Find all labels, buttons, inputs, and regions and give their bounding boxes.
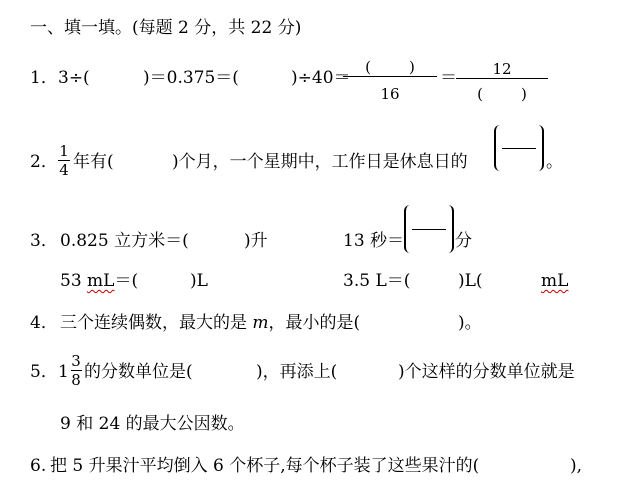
question-5-line2: 9 和 24 的最大公因数。: [60, 414, 245, 434]
question-2-fraction: [57, 142, 71, 179]
question-6-number: 6.: [30, 456, 47, 476]
question-6-text-b: ),: [570, 456, 583, 476]
question-6-text-a: 把 5 升果汁平均倒入 6 个杯子,每个杯子装了这些果汁的(: [50, 456, 480, 476]
question-2-text-end: 。: [546, 152, 563, 172]
question-5-fraction-denominator: 8: [71, 371, 81, 389]
question-2-text-a: 年有(: [73, 152, 114, 172]
question-4-text-a: 三个连续偶数，最大的是: [60, 313, 253, 333]
question-3-line2-a-unit: mL: [87, 271, 115, 291]
question-1-equals: ＝: [440, 68, 457, 88]
question-1-text-b: )＝0.375＝(: [143, 68, 239, 88]
question-5-fraction-numerator: 3: [71, 352, 81, 370]
question-3-line1-c: 13 秒＝: [343, 231, 405, 251]
question-1-fraction-1-denominator: 16: [380, 85, 400, 103]
question-3-number: 3．: [30, 231, 58, 251]
question-3-line2-e: [541, 271, 568, 291]
question-2-fraction-numerator: 1: [59, 142, 69, 160]
question-4-text-c: )。: [458, 313, 482, 333]
question-5-number: 5．: [30, 362, 58, 382]
question-1-text-c: )÷40＝: [291, 68, 351, 88]
question-1-text-a: 3÷(: [58, 68, 90, 88]
question-2-text-b: )个月，一个星期中，工作日是休息日的: [172, 152, 468, 172]
question-2-answer-fraction-box[interactable]: [494, 125, 544, 171]
question-3-line1-d: 分: [455, 231, 472, 251]
question-3-line2-a-rest: ＝(: [114, 271, 139, 291]
question-3-line2-a-num: 53: [60, 271, 88, 291]
question-3-line1-b: )升: [244, 231, 268, 251]
question-3-line2-d: )L(: [458, 271, 483, 291]
question-2-number: 2．: [30, 152, 58, 172]
question-1-fraction-1: [343, 58, 437, 103]
question-5-fraction: [70, 352, 82, 389]
question-3-line2-a: [60, 271, 138, 291]
question-1-fraction-1-numerator: ( ): [365, 58, 415, 76]
question-1-fraction-2-denominator: ( ): [477, 85, 527, 103]
question-4-variable: m: [252, 313, 269, 333]
question-4-text-b: ，最小的是(: [268, 313, 361, 333]
question-2-fraction-denominator: 4: [59, 161, 69, 179]
question-5-text-a: 的分数单位是(: [84, 362, 193, 382]
question-1-fraction-2: [456, 60, 548, 103]
question-1-fraction-2-numerator: 12: [492, 60, 512, 78]
question-3-line2-b: )L: [190, 271, 208, 291]
question-3-line1-a: 0.825 立方米＝(: [60, 231, 189, 251]
question-3-line2-c: 3.5 L＝(: [343, 271, 411, 291]
question-3-line2-e-unit: mL: [541, 271, 569, 291]
question-1-number: 1．: [30, 68, 58, 88]
section-title: 一、填一填。(每题 2 分，共 22 分): [30, 18, 302, 38]
question-4-text: [60, 313, 360, 333]
question-5-text-c: )个这样的分数单位就是: [398, 362, 575, 382]
question-5-text-b: )，再添上(: [256, 362, 338, 382]
question-3-answer-fraction-box[interactable]: [404, 205, 454, 253]
question-4-number: 4．: [30, 313, 58, 333]
question-5-whole: 1: [58, 362, 69, 382]
